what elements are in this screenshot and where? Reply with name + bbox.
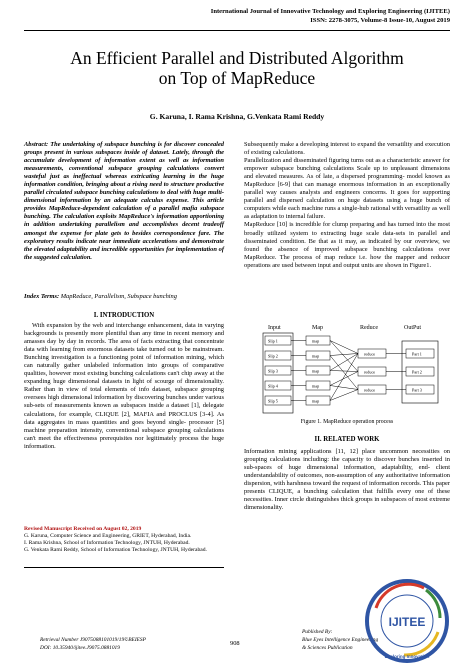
publisher-line-1: Blue Eyes Intelligence Engineering [302,637,379,643]
doi: DOI: 10.35940/ijitee.J9075.0881019 [40,645,120,651]
footer-rule [24,567,224,568]
journal-name: International Journal of Innovative Technology and Exploring Engineering (IJITEE) [210,8,450,15]
mapreduce-diagram [262,323,440,415]
slip-label-2: Slip 2 [268,353,278,359]
diagram-output-label: OutPut [404,325,422,331]
map-label-2: map [312,353,320,359]
publisher-line-2: & Sciences Publication [302,645,353,651]
diagram-input-label: Input [268,325,281,331]
title-line-1: An Efficient Parallel and Distributed Algorithm [70,48,404,68]
right-para-3: MapReduce [10] is incredible for clump preparing and has turned into the most broadly utilized system to extracting huge scale data-sets in parallel and disseminated condition. Be that as it may, as indicated by our overview, we found the absence of improved subspace bunching calculations over MapReduce. The process of map reduce i.e. how the mapper and reducer operations are used between input and output units are shown in Figure1. [244,221,450,269]
retrieval-number: Retrieval Number J9075088101019/19©BEIESP [40,637,146,643]
map-label-5: map [312,398,320,404]
diagram-reduce-label: Reduce [360,325,378,331]
intro-heading: I. INTRODUCTION [93,312,155,319]
abstract [24,141,224,262]
published-by-label: Published By: [302,629,333,635]
page-number: 908 [230,640,240,647]
header-rule [24,30,450,31]
logo-ring-text: Exploring Innovation [384,654,430,659]
part-label-1: Part 1 [412,351,422,357]
slip-label-4: Slip 4 [268,383,278,389]
slip-label-3: Slip 3 [268,368,278,374]
logo-name: IJITEE [388,615,426,629]
index-terms [24,293,224,301]
slip-label-1: Slip 1 [268,338,278,344]
index-terms-lead: Index Terms: [24,293,60,300]
related-work-text: Information mining applications [11, 12] place uncommon necessities on grouping calculations including: the capacity to discover bunches inserted in sub-spaces of huge dimensional information, adaptability, end- client understandability of outcomes, non-assumption of any authoritative information dispersion, with harshness toward the request of information records. This paper presents CLIQUE, a bunching calculation that fulfills every one of these necessities. Inner circle distinguishes thick groups in subspaces of most extreme dimensionality. [244,448,450,512]
reduce-label-1: reduce [364,351,376,357]
abstract-lead: Abstract: [24,141,49,148]
affiliation-2: I. Rama Krishna, School of Information Technology, JNTUH, Hyderabad. [24,540,190,546]
reduce-label-2: reduce [364,369,376,375]
diagram-map-label: Map [312,325,323,331]
right-para-1: Subsequently make a developing interest to expand the versatility and execution of existing calculations. [244,141,450,157]
part-label-3: Part 3 [412,387,422,393]
affiliation-1: G. Karuna, Computer Science and Engineering, GRIET, Hyderabad, India. [24,533,192,539]
footnotes [24,526,224,554]
abstract-text: The undertaking of subspace bunching is for discover concealed groups present in various subspaces inside of dataset. Lately, through the accumulate development of information extent as well as information measurements, conventional subspace grouping calculations convert wasteful just as ineffectual whereas extricating learning in the huge information condition, bringing about a rising need to structure productive parallel circulated subspace bunching calculations to deal with huge multi- dimensional information by an adequate calculus expense. This article provides MapReduce-dependent calculation of a parallel mafia subspace bunching. The calculation exploits MapReduce's information apportioning in addition undertaking parallelism and accomplishes decent tradeoff amongst the expense for plate gets to besides correspondence fare. The exploratory results indicate near immediate accelerations and demonstrate the elevated adaptability and incredible opportunities for implementation of the suggested calculation. [24,141,224,261]
index-terms-text: MapReduce, Parallelism, Subspace bunching [60,293,177,300]
paper-title [0,48,474,88]
title-line-2: on Top of MapReduce [158,68,316,88]
revised-date: Revised Manuscript Received on August 02, 2019 [24,526,142,532]
slip-label-5: Slip 5 [268,398,278,404]
right-column-text [244,141,450,270]
part-label-2: Part 2 [412,369,422,375]
issn-volume: ISSN: 2278-3075, Volume-8 Issue-10, August 2019 [310,17,450,24]
figure-caption: Figure 1. MapReduce operation process [300,419,394,425]
intro-text: With expansion by the web and interchange enhancement, data in varying backgrounds is presently more plentiful than any time in recent memory and amasses day by day in records. The area of facts extracting that concentrate data with learning from enormous datasets take turned out to be mainstream. Bunching investigation is a functioning point of information mining, which can naturally gather unlabeled information into groups of comparative qualities, however most existing bunching calculations can't chip away at the expanding huge dimensional datasets in light of scourge of dimensionality. Rather than in view of total elements of info dataset, subspace grouping oversees high dimensional information by discovering bunches under various sub-sets of measurements known as subspaces inside a dataset [1], delegate calculations, for example, CLIQUE [2], MAFIA and PROCLUS [3-4]. As data aggregates in mass quantities and goes beyond single- processor [5] machine preparation intensity, conventional subspace grouping calculations can't meet the effectiveness prerequisites nor legitimately process the huge information. [24,322,224,450]
journal-logo [364,578,450,664]
right-para-2: Parallelization and disseminated figuring turns out as a characteristic answer for empower subspace bunching calculations Scale up to unpleasant dimensions and elevated measures. As of late, a dispersed programming- model known as MapReduce [6-9] that can manage enormous information in an exceptionally parallel way causes analysts and engineers concerns. It goes for supporting parallel and dispersed calculation on huge datasets using a huge bunch of computers while each machine runs a single-hub rational with versatility as well as adaptation to internal failure. [244,157,450,221]
reduce-label-3: reduce [364,387,376,393]
related-work-heading: II. RELATED WORK [314,436,380,443]
map-label-4: map [312,383,320,389]
map-label-1: map [312,338,320,344]
map-label-3: map [312,368,320,374]
author-list: G. Karuna, I. Rama Krishna, G.Venkata Rami Reddy [149,112,325,121]
intro-section [24,322,224,451]
affiliation-3: G. Venkata Rami Reddy, School of Information Technology, JNTUH, Hyderabad. [24,547,207,553]
